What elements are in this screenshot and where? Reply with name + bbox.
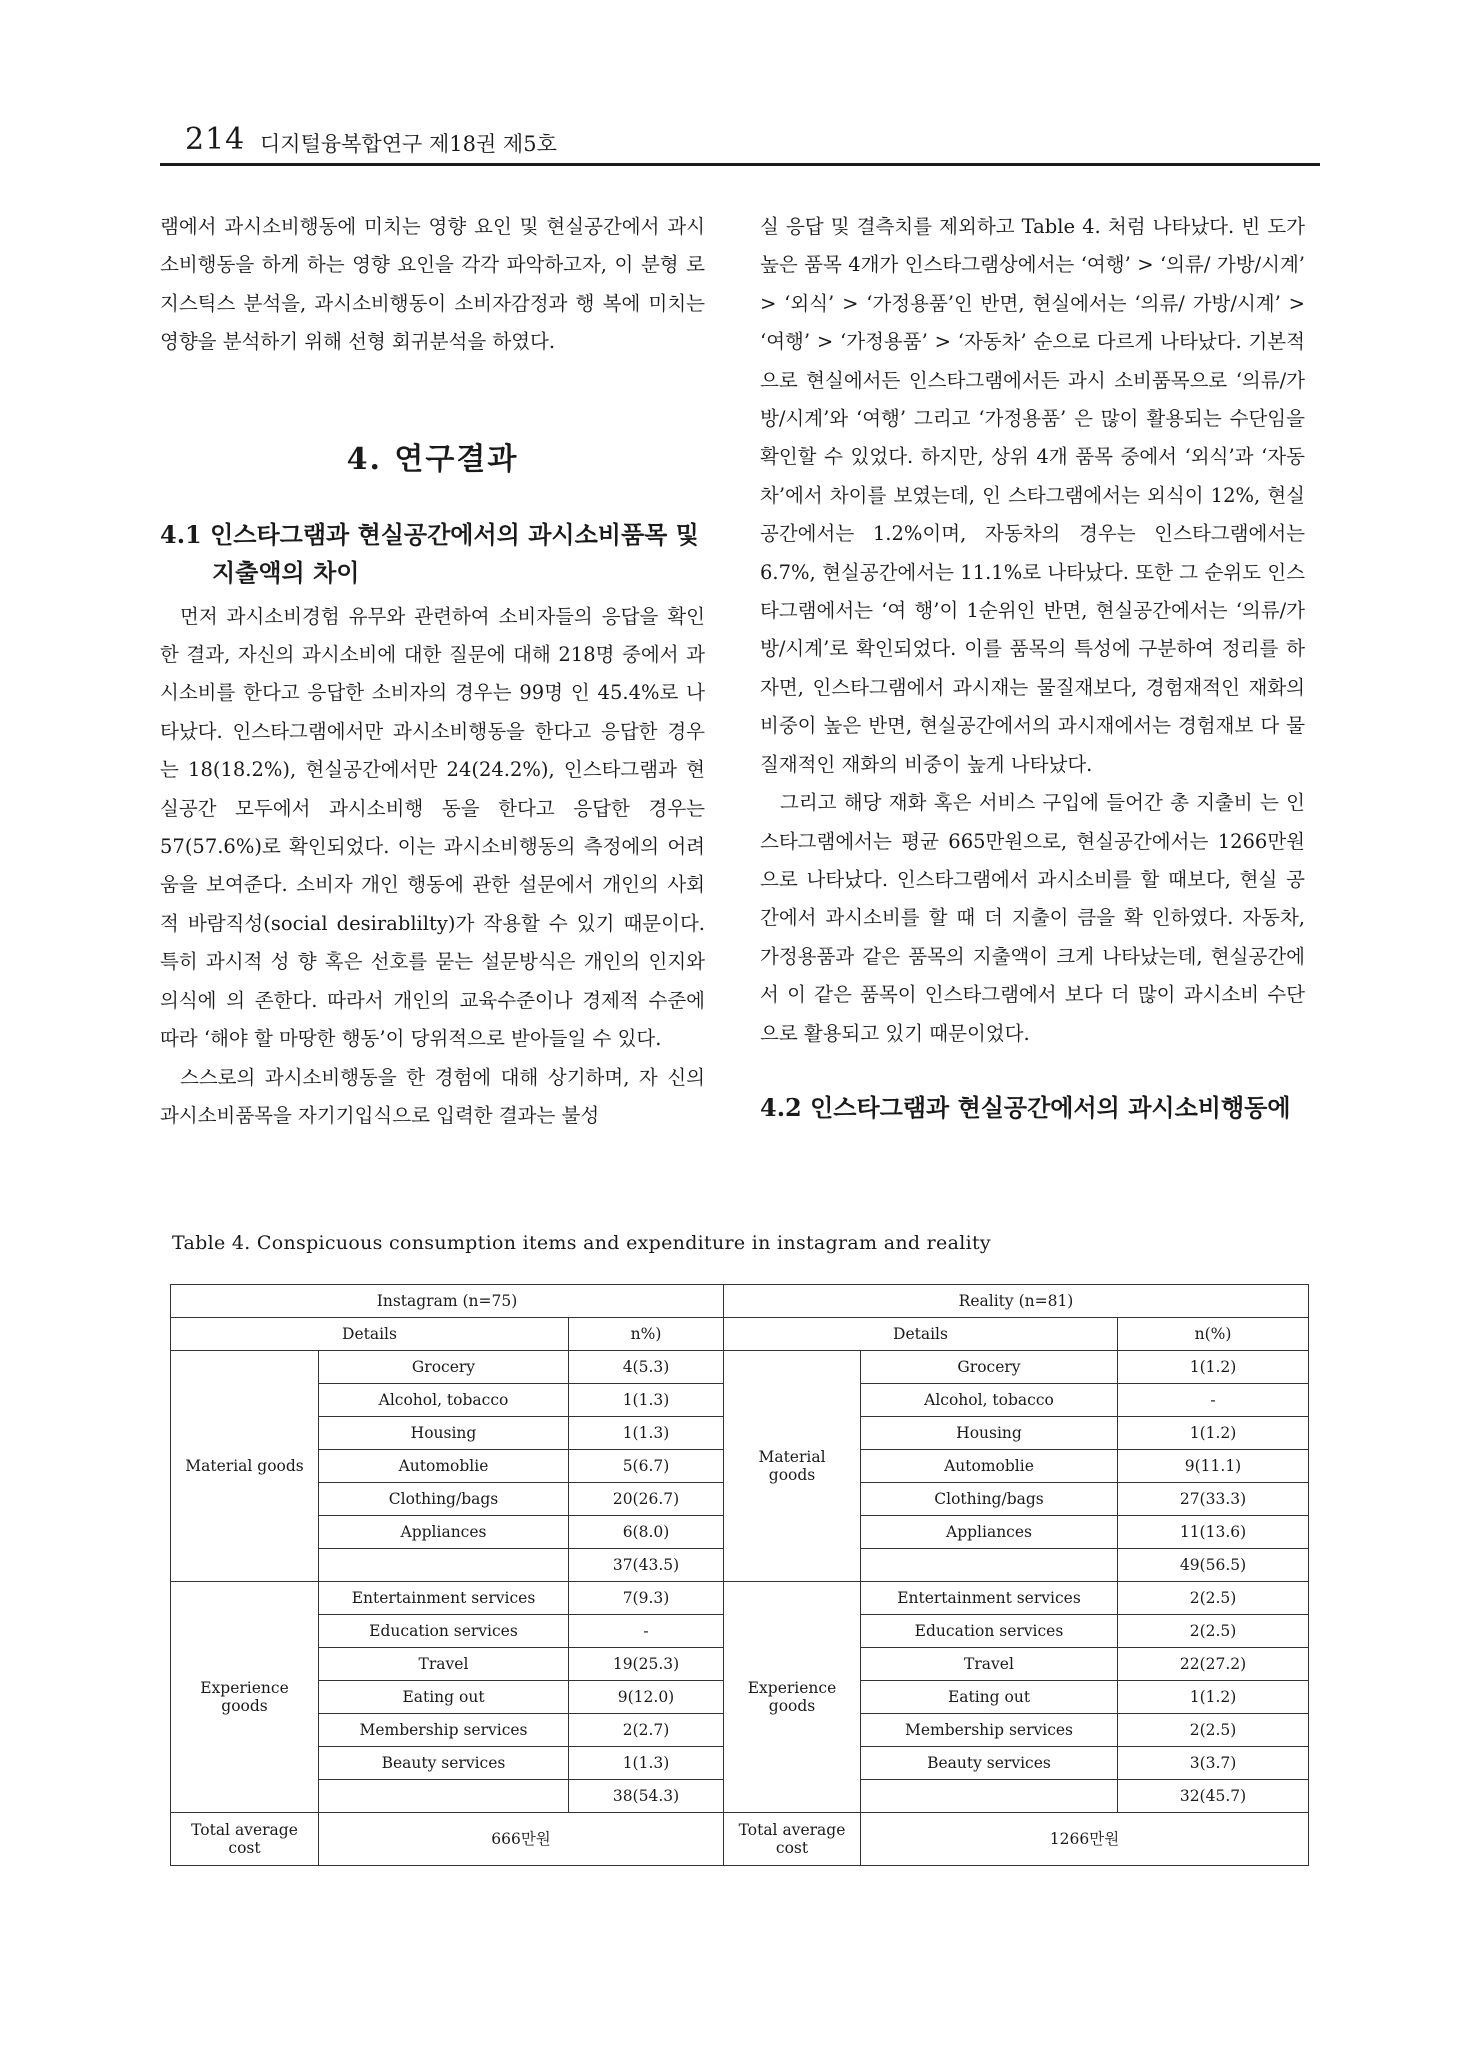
table-cell: 9(12.0) <box>569 1681 724 1714</box>
text-line: 복에 미치는 영향을 분석하기 위해 선형 회귀분석을 하였다. <box>160 291 705 354</box>
table-cell: Grocery <box>861 1351 1118 1384</box>
table-cell: 3(3.7) <box>1118 1747 1309 1780</box>
table-row <box>171 1285 1309 1318</box>
table-cell: Entertainment services <box>861 1582 1118 1615</box>
table-cell: Clothing/bags <box>319 1483 569 1516</box>
details-header: Details <box>171 1318 569 1351</box>
table-cell: 5(6.7) <box>569 1450 724 1483</box>
body-paragraph-2: 스스로의 과시소비행동을 한 경험에 대해 상기하며, 자 신의 과시소비품목을 자기기입식으로 입력한 결과는 불성 <box>160 1065 705 1127</box>
table-cell: Beauty services <box>319 1747 569 1780</box>
table-cell: Alcohol, tobacco <box>319 1384 569 1417</box>
table-cell: Appliances <box>861 1516 1118 1549</box>
table-cell: Education services <box>319 1615 569 1648</box>
material-subtotal: 37(43.5) <box>569 1549 724 1582</box>
table-cell: 20(26.7) <box>569 1483 724 1516</box>
text-line: 램에서 과시소비행동에 미치는 영향 요인 및 현실공간에서 <box>160 215 660 238</box>
table-caption: Table 4. Conspicuous consumption items and expenditure in instagram and reality <box>172 1232 991 1254</box>
table-cell: 1(1.3) <box>569 1417 724 1450</box>
table-row <box>171 1351 1309 1384</box>
table-cell <box>319 1549 569 1582</box>
intro-paragraph <box>160 208 705 362</box>
table-cell: 2(2.5) <box>1118 1582 1309 1615</box>
table-cell: Appliances <box>319 1516 569 1549</box>
page-header <box>160 122 1320 162</box>
subsection-title-4-2: 4.2 인스타그램과 현실공간에서의 과시소비행동에 <box>760 1092 1291 1122</box>
table-cell: 1(1.3) <box>569 1747 724 1780</box>
table-cell: 7(9.3) <box>569 1582 724 1615</box>
instagram-header: Instagram (n=75) <box>171 1285 724 1318</box>
table-cell <box>861 1780 1118 1813</box>
table-cell: 9(11.1) <box>1118 1450 1309 1483</box>
details-header: Details <box>724 1318 1118 1351</box>
table-cell: Automoblie <box>861 1450 1118 1483</box>
table-cell: Membership services <box>861 1714 1118 1747</box>
table-cell: 22(27.2) <box>1118 1648 1309 1681</box>
table-cell: 19(25.3) <box>569 1648 724 1681</box>
experience-goods-label: Experience goods <box>171 1582 319 1813</box>
table-cell <box>861 1549 1118 1582</box>
text-line: 과시소비행동을 하게 하는 영향 요인을 각각 파악하고자, 이 <box>160 215 705 277</box>
table-cell: Eating out <box>861 1681 1118 1714</box>
subsection-title-4-1: 4.1 인스타그램과 현실공간에서의 과시소비품목 및 지출액의 차이 <box>160 519 699 587</box>
table-cell: 11(13.6) <box>1118 1516 1309 1549</box>
body-paragraph-1: 먼저 과시소비경험 유무와 관련하여 소비자들의 응답을 확인한 결과, 자신의 과시소비에 대한 질문에 대해 218명 중에서 과시소비를 한다고 응답한 소비자의 경우는 99명 인 45.4%로 나타났다. 인스타그램에서만 과시소비행동을 한다고 응답한 경우는 18(18.2%), 현실공간에서만 24(24.2%), 인스타그램과 현실공간 모두에서 과시소비행 동을 한다고 응답한 경우는 57(57.6%)로 확인되었다. 이는 과시소비행동의 측정에의 어려움을 보여준다. 소비자 개인 행동에 관한 설문에서 개인의 사회적 바람직성(social desirablilty)가 작용할 수 있기 때문이다. 특히 과시적 성 향 혹은 선호를 묻는 설문방식은 개인의 인지와 의식에 의 존한다. 따라서 개인의 교육수준이나 경제적 수준에 따라 ‘해야 할 마땅한 행동’이 당위적으로 받아들일 수 있다. <box>160 604 706 1051</box>
table-cell: Alcohol, tobacco <box>861 1384 1118 1417</box>
total-label: Total average cost <box>171 1813 319 1866</box>
table-cell: Travel <box>861 1648 1118 1681</box>
table-cell: Automoblie <box>319 1450 569 1483</box>
right-column <box>760 208 1305 1127</box>
experience-subtotal: 32(45.7) <box>1118 1780 1309 1813</box>
table-cell: 6(8.0) <box>569 1516 724 1549</box>
n-header: n%) <box>569 1318 724 1351</box>
total-real: 1266만원 <box>861 1813 1309 1866</box>
material-goods-label: Material goods <box>171 1351 319 1582</box>
table-cell: Education services <box>861 1615 1118 1648</box>
table-cell: 2(2.5) <box>1118 1615 1309 1648</box>
experience-goods-label: Experience goods <box>724 1582 861 1813</box>
table-cell: Eating out <box>319 1681 569 1714</box>
table-cell: Beauty services <box>861 1747 1118 1780</box>
table-row <box>171 1318 1309 1351</box>
table-cell: - <box>569 1615 724 1648</box>
material-goods-label: Material goods <box>724 1351 861 1582</box>
table-cell: Housing <box>861 1417 1118 1450</box>
left-column <box>160 208 705 1135</box>
table-cell: Housing <box>319 1417 569 1450</box>
table-cell: 2(2.5) <box>1118 1714 1309 1747</box>
material-subtotal: 49(56.5) <box>1118 1549 1309 1582</box>
table-cell: Travel <box>319 1648 569 1681</box>
table-cell: 1(1.2) <box>1118 1681 1309 1714</box>
table-row <box>171 1813 1309 1866</box>
data-table <box>170 1284 1309 1866</box>
total-insta: 666만원 <box>319 1813 724 1866</box>
table-cell: 2(2.7) <box>569 1714 724 1747</box>
journal-title: 디지털융복합연구 제18권 제5호 <box>260 132 557 156</box>
n-header: n(%) <box>1118 1318 1309 1351</box>
table-cell: - <box>1118 1384 1309 1417</box>
page-number: 214 <box>185 122 246 157</box>
table-cell: 1(1.3) <box>569 1384 724 1417</box>
text-line: 분형 로지스틱스 분석을, 과시소비행동이 소비자감정과 행 <box>160 253 705 315</box>
table-cell: 4(5.3) <box>569 1351 724 1384</box>
header-rule <box>160 163 1320 166</box>
table-cell: Entertainment services <box>319 1582 569 1615</box>
table-cell: Membership services <box>319 1714 569 1747</box>
reality-header: Reality (n=81) <box>724 1285 1309 1318</box>
table-cell: 27(33.3) <box>1118 1483 1309 1516</box>
table-row <box>171 1582 1309 1615</box>
total-label: Total average cost <box>724 1813 861 1866</box>
table-cell: Clothing/bags <box>861 1483 1118 1516</box>
table-cell <box>319 1780 569 1813</box>
body-paragraph-3: 실 응답 및 결측치를 제외하고 Table 4. 처럼 나타났다. 빈 도가 높은 품목 4개가 인스타그램상에서는 ‘여행’ > ‘의류/ 가방/시계’ > ‘외식’ > ‘가정용품’인 반면, 현실에서는 ‘의류/ 가방/시계’ > ‘여행’ > ‘가정용품’ > ‘자동차’ 순으로 다르게 나타났다. 기본적으로 현실에서든 인스타그램에서든 과시 소비품목으로 ‘의류/가방/시계’와 ‘여행’ 그리고 ‘가정용품’ 은 많이 활용되는 수단임을 확인할 수 있었다. 하지만, 상위 4개 품목 중에서 ‘외식’과 ‘자동차’에서 차이를 보였는데, 인 스타그램에서는 외식이 12%, 현실공간에서는 1.2%이며, 자동차의 경우는 인스타그램에서는 6.7%, 현실공간에서는 11.1%로 나타났다. 또한 그 순위도 인스타그램에서는 ‘여 행’이 1순위인 반면, 현실공간에서는 ‘의류/가방/시계’로 확인되었다. 이를 품목의 특성에 구분하여 정리를 하자면, 인스타그램에서 과시재는 물질재보다, 경험재적인 재화의 비중이 높은 반면, 현실공간에서의 과시재에서는 경험재보 다 물질재적인 재화의 비중이 높게 나타났다. <box>760 215 1306 776</box>
body-paragraph-4: 그리고 해당 재화 혹은 서비스 구입에 들어간 총 지출비 는 인스타그램에서는 평균 665만원으로, 현실공간에서는 1266만원으로 나타났다. 인스타그램에서 과시소비를 할 때보다, 현실 공간에서 과시소비를 할 때 더 지출이 큼을 확 인하였다. 자동차, 가정용품과 같은 품목의 지출액이 크게 나타났는데, 현실공간에서 이 같은 품목이 인스타그램에서 보다 더 많이 과시소비 수단으로 활용되고 있기 때문이었다. <box>760 791 1305 1045</box>
table-cell: Grocery <box>319 1351 569 1384</box>
table-cell: 1(1.2) <box>1118 1417 1309 1450</box>
table-cell: 1(1.2) <box>1118 1351 1309 1384</box>
section-title: 4. 연구결과 <box>346 441 519 477</box>
experience-subtotal: 38(54.3) <box>569 1780 724 1813</box>
